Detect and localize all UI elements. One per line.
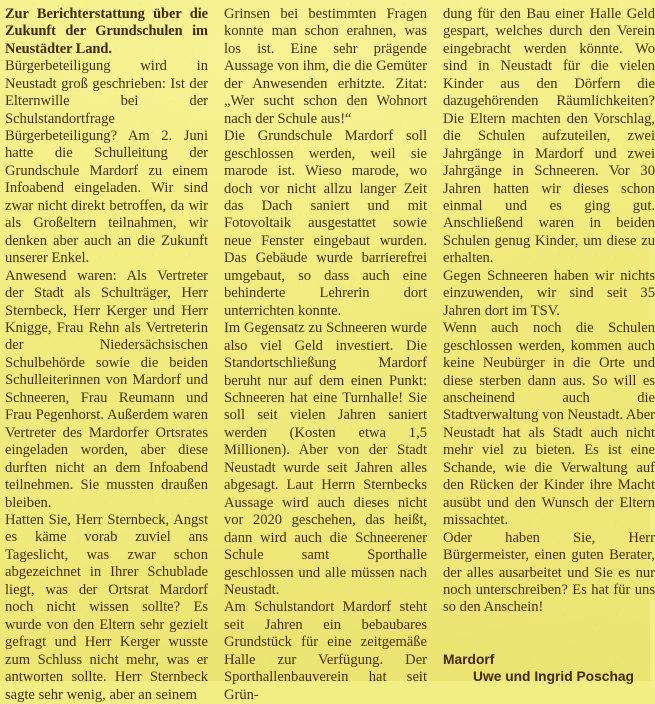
paragraph: Die Grundschule Mardorf soll geschlossen werden, weil sie marode ist. Wieso marode, wo doch vor nicht allzu langer Zeit das Dach saniert und mit Fotovoltaik ausgestattet sowie neue Fenster eingebaut wurden. Das Gebäude wurde barrierefrei umgebaut, so dass auch eine behinderte Lehrerin dort unterrichten konnte. — [224, 128, 427, 319]
paragraph: Im Gegensatz zu Schneeren wurde also viel Geld investiert. Die Standortschließung Mardorf beruht nur auf dem einen Punkt: Schneeren hat eine Turnhalle! Sie soll seit vielen Jahren saniert werden (Kosten etwa 1,5 Millionen). Aber von der Stadt Neustadt wurde seit Jahren alles abgesagt. Laut Herrn Sternbecks Aussage wird auch dieses nicht vor 2020 geschehen, das heißt, dann wird auch die Schneerener Schule samt Sporthalle geschlossen und alle müssen nach Neustadt. — [224, 320, 427, 598]
article-column-3 — [443, 6, 655, 686]
signature-place: Mardorf — [443, 651, 495, 667]
article-column-2 — [224, 6, 427, 704]
paragraph: Bürgerbeteiligung wird in Neustadt groß geschrieben: Ist der Elternwille bei der Schulstandortfrage Bürgerbeteiligung? Am 2. Juni hatte die Schulleitung der Grundschule Mardorf zu einem Infoabend eingeladen. Wir sind zwar nicht direkt betroffen, da wir als Großeltern teilnahmen, wir denken aber auch an die Zukunft unserer Enkel. — [5, 58, 208, 267]
paragraph: Am Schulstandort Mardorf steht seit Jahren ein bebaubares Grundstück für eine zeitgemäße Halle zur Verfügung. Der Sporthallenbauverein hat seit Grün- — [224, 599, 427, 703]
paragraph: Gegen Schneeren haben wir nichts einzuwenden, wir sind seit 35 Jahren dort im TSV. — [443, 267, 655, 319]
paragraph: Oder haben Sie, Herr Bürgermeister, einen guten Berater, der alles ausarbeitet und Sie es nur noch unterschreiben? Es hat für uns so den Anschein! — [443, 529, 655, 616]
article-headline: Zur Berichterstattung über die Zukunft der Grundschulen im Neustädter Land. — [5, 6, 208, 57]
paragraph: Hatten Sie, Herr Sternbeck, Angst es käme vorab zuviel ans Tageslicht, was zwar schon abgezeichnet in Ihrer Schublade liegt, was der Ortsrat Mardorf noch nicht wissen sollte? Es wurde von den Eltern sehr gezielt gefragt und Herr Kerger wusste zum Schluss nicht mehr, was er antworten sollte. Herr Sternbeck sagte sehr wenig, aber an seinem — [5, 512, 208, 703]
paragraph: Grinsen bei bestimmten Fragen konnte man schon erahnen, was los ist. Eine sehr prägende Aussage von ihm, die die Gemüter der Anwesenden erhitzte. Zitat: „Wer sucht schon den Wohnort nach der Schule aus!“ — [224, 6, 427, 127]
paragraph: dung für den Bau einer Halle Geld gespart, welches durch den Verein eingebracht werden könnte. Wo sind in Neustadt für die vielen Kinder aus den Dörfern die dazugehörenden Räumlichkeiten? Die Eltern machten den Vorschlag, die Schulen aufzuteilen, zwei Jahrgänge in Mardorf und zwei Jahrgänge in Schneeren. Vor 30 Jahren hatten wir dieses schon einmal und es ging gut. Anschließend waren in beiden Schulen genug Kinder, um diese zu erhalten. — [443, 6, 655, 267]
article-column-1 — [5, 6, 208, 704]
paragraph: Wenn auch noch die Schulen geschlossen werden, kommen auch keine Neubürger in die Orte und diese sterben dann aus. So will es anscheinend auch die Stadtverwaltung von Neustadt. Aber Neustadt hat als Stadt auch nicht mehr viel zu bieten. Es ist eine Schande, wie die Verwaltung auf den Rücken der Kinder ihre Macht ausübt und den Wunsch der Eltern missachtet. — [443, 320, 655, 529]
paragraph: Anwesend waren: Als Vertreter der Stadt als Schulträger, Herr Sternbeck, Herr Kerger und Herr Knigge, Frau Rehn als Vertreterin der Niedersächsischen Schulbehörde sowie die beiden Schulleiterinnen von Mardorf und Schneeren, Frau Reumann und Frau Pegenhorst. Außerdem waren Vertreter des Mardorfer Ortsrates eingeladen worden, aber diese durften nicht an dem Infoabend teilnehmen. Sie mussten draußen bleiben. — [5, 267, 208, 511]
article-columns — [5, 6, 655, 703]
signature-names: Uwe und Ingrid Poschag — [473, 669, 634, 685]
